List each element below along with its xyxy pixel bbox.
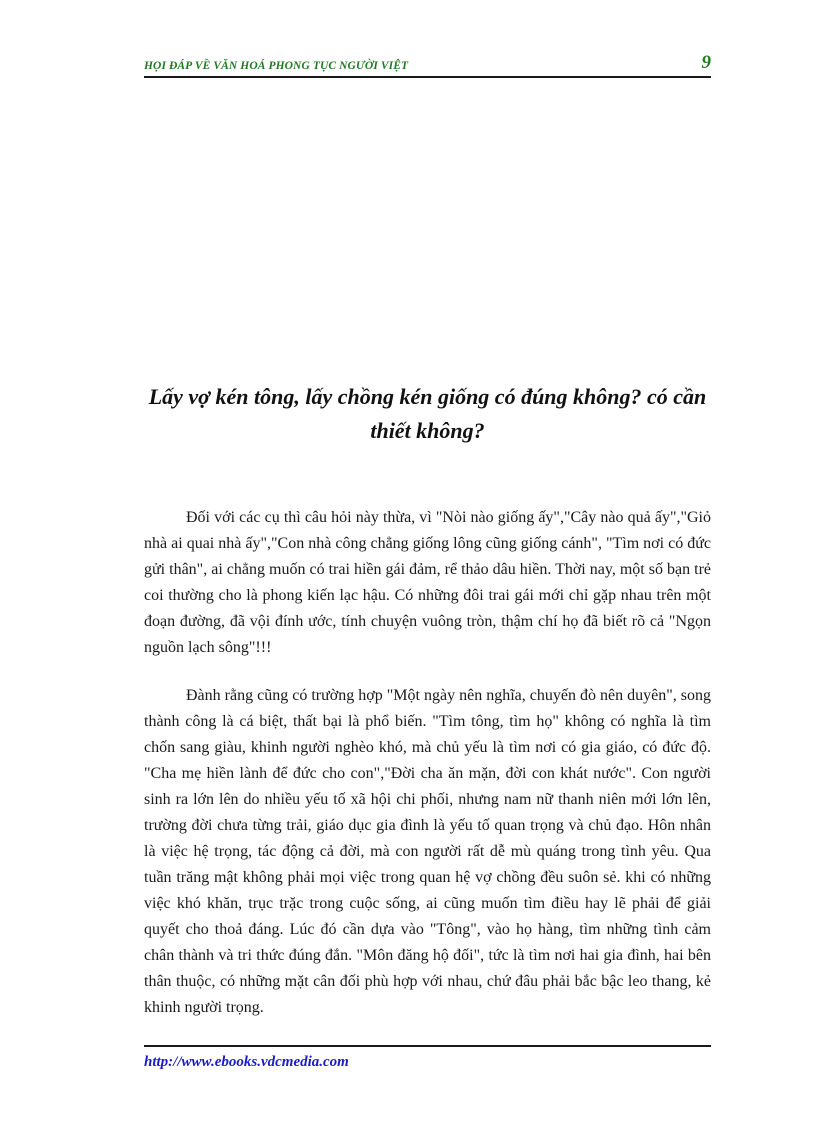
footer-website-link[interactable]: http://www.ebooks.vdcmedia.com (144, 1054, 349, 1070)
body-paragraph-1: Đối với các cụ thì câu hỏi này thừa, vì "Nòi nào giống ấy","Cây nào quả ấy","Giỏ nhà ai quai nhà ấy","Con nhà công chẳng giống lông cũng giống cánh", "Tìm nơi có đức gửi thân", ai chẳng muốn có trai hiền gái đảm, rể thảo dâu hiền. Thời nay, một số bạn trẻ coi thường cho là phong kiến lạc hậu. Có những đôi trai gái mới chỉ gặp nhau trên một đoạn đường, đã vội đính ước, tính chuyện vuông tròn, thậm chí họ đã biết rõ cả "Ngọn nguồn lạch sông"!!! (144, 509, 711, 656)
footer-divider (144, 1045, 711, 1047)
article-title: Lấy vợ kén tông, lấy chồng kén giống có đúng không? có cần thiết không? (148, 384, 707, 443)
page-header (144, 52, 711, 78)
header-divider (144, 76, 711, 78)
body-paragraph-2: Đành rằng cũng có trường hợp "Một ngày nên nghĩa, chuyến đò nên duyên", song thành công là cá biệt, thất bại là phổ biến. "Tìm tông, tìm họ" không có nghĩa là tìm chốn sang giàu, khinh người nghèo khó, mà chủ yếu là tìm nơi có gia giáo, có đức độ. "Cha mẹ hiền lành để đức cho con","Đời cha ăn mặn, đời con khát nước". Con người sinh ra lớn lên do nhiều yếu tố xã hội chi phối, nhưng nam nữ thanh niên mới lớn lên, trường đời chưa từng trải, giáo dục gia đình là yếu tố quan trọng và chủ đạo. Hôn nhân là việc hệ trọng, tác động cả đời, mà con người rất dễ mù quáng trong tình yêu. Qua tuần trăng mật không phải mọi việc trong quan hệ vợ chồng đều suôn sẻ. khi có những việc khó khăn, trục trặc trong cuộc sống, ai cũng muốn tìm điều hay lẽ phải để giải quyết cho thoả đáng. Lúc đó cần dựa vào "Tông", vào họ hàng, tìm những tình cảm chân thành và tri thức đúng đắn. "Môn đăng hộ đối", tức là tìm nơi hai gia đình, hai bên thân thuộc, có những mặt cân đối phù hợp với nhau, chứ đâu phải bắc bậc leo thang, kẻ khinh người trọng. (144, 687, 711, 1016)
running-title: HỌI ĐÁP VỀ VĂN HOÁ PHONG TỤC NGƯỜI VIỆT (144, 60, 409, 72)
page-number: 9 (701, 52, 711, 73)
